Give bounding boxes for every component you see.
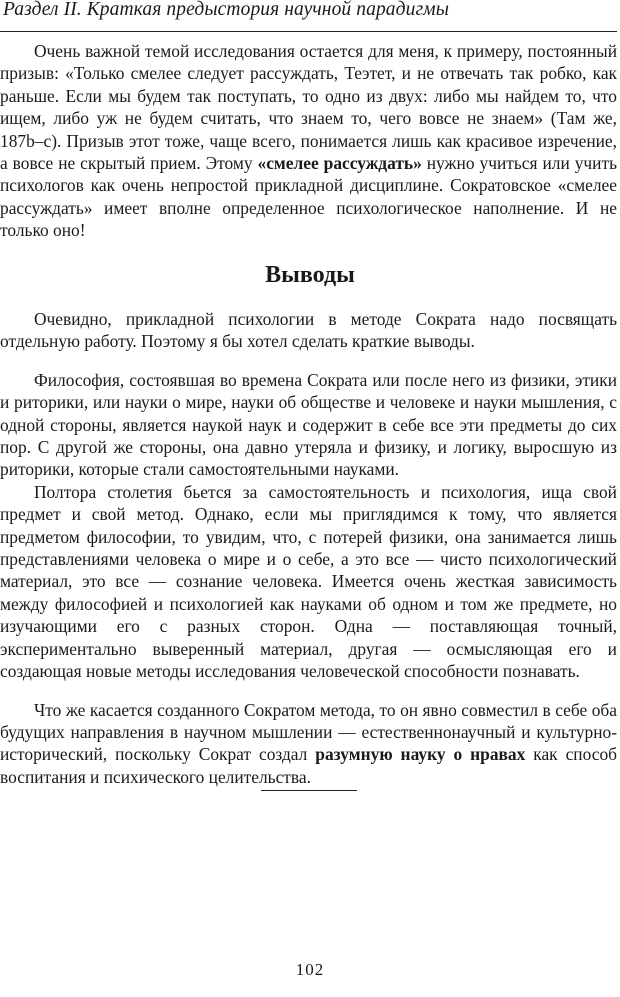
intro-text-tail: нужно учиться или учить психологов как очень непростой прикладной дисциплине. Сократовское «смелее рассуждать» имеет вполне определенное психологическое наполнение. И не только оно! [0, 153, 617, 241]
p4-bold-phrase: разумную науку о нравах [315, 744, 526, 765]
header-rule [0, 31, 617, 32]
page-number: 102 [295, 960, 325, 979]
conclusions-section [0, 308, 617, 788]
conclusions-paragraph-4 [0, 699, 617, 789]
section-title: Выводы [265, 262, 355, 288]
conclusions-paragraph-2: Философия, состоявшая во времена Сократа или после него из физики, этики и риторики, или науки о мире, науки об обществе и человеке и науки мышления, с одной стороны, является наукой наук и содержит в себе все эти предметы до сих пор. С другой же стороны, она давно утеряла и физику, и логику, выросшую из риторики, которые стали самостоятельными науками. [0, 369, 617, 480]
intro-text: Очень важной темой исследования остается для меня, к примеру, постоянный призыв: «Только смелее следует рассуждать, Теэтет, и не отвечать так робко, как раньше. Если мы будем так поступать, то одно из двух: либо мы найдем то, что ищем, либо уж не будем считать, что знаем то, чего вовсе не знаем» (Там же, 187b–c). Призыв этот тоже, чаще всего, понимается лишь как красивое изречение, а вовсе не скрытый прием. Этому [0, 41, 617, 174]
intro-paragraph [0, 40, 617, 242]
p4-text-tail: как способ воспитания и психического целительства. [0, 744, 617, 787]
intro-section [0, 40, 617, 242]
p4-text: Что же касается созданного Сократом метода, то он явно совместил в себе оба будущих направления в научном мышлении — естественнонаучный и культурно-исторический, поскольку Сократ создал [0, 699, 617, 765]
running-head: Раздел II. Краткая предыстория научной парадигмы [3, 0, 450, 20]
conclusions-paragraph-3: Полтора столетия бьется за самостоятельность и психология, ища свой предмет и свой метод. Однако, если мы приглядимся к тому, что является предметом философии, то увидим, что, с потерей физики, она занимается лишь представлениями человека о мире и о себе, а это все — чисто психологический материал, это все — сознание человека. Имеется очень жесткая зависимость между философией и психологией как науками об одном и том же предмете, но изучающими его с разных сторон. Одна — поставляющая точный, экспериментально выверенный материал, другая — осмысляющая его и создающая новые методы исследования человеческой способности познавать. [0, 481, 617, 682]
section-end-rule [261, 790, 357, 791]
intro-bold-phrase: «смелее рассуждать» [257, 153, 422, 174]
conclusions-paragraph-1: Очевидно, прикладной психологии в методе Сократа надо посвящать отдельную работу. Поэтому я бы хотел сделать краткие выводы. [0, 309, 617, 352]
